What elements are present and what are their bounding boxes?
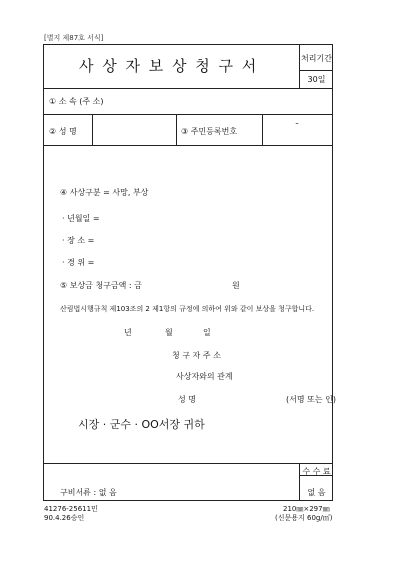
- divider: [262, 114, 263, 145]
- divider: [176, 114, 177, 145]
- date-year: 년: [124, 328, 132, 337]
- resident-id-label: ③ 주민등록번호: [181, 127, 238, 136]
- divider: [43, 463, 333, 464]
- name-label: ② 성 명: [49, 127, 77, 136]
- paper-type: (신문용지 60g/㎡): [275, 514, 333, 522]
- divider: [299, 44, 300, 88]
- affiliation-label: ① 소 속 (주 소): [49, 97, 104, 106]
- processing-label: 처리기간: [301, 54, 332, 63]
- incident-place: · 장 소 =: [62, 236, 95, 245]
- fee-value: 없 음: [307, 488, 326, 497]
- paper-size: 210㎜×297㎜: [283, 505, 330, 513]
- divider: [92, 114, 93, 145]
- form-number: [별지 제87호 서식]: [44, 34, 104, 42]
- date-month: 월: [165, 328, 173, 337]
- claim-statement: 산림법시행규칙 제103조의 2 제1항의 규정에 의하여 위와 같이 보상을 청구합니다.: [60, 305, 315, 313]
- required-documents: 구비서류 : 없 음: [60, 488, 117, 497]
- divider: [299, 70, 333, 71]
- claimant-name-label: 성 명: [178, 395, 196, 404]
- claimant-address-label: 청 구 자 주 소: [172, 351, 221, 360]
- divider: [43, 88, 333, 89]
- incident-date: · 년월일 =: [62, 214, 100, 223]
- claim-amount-label: ⑤ 보상금 청구금액 : 금: [60, 281, 142, 290]
- fee-label: 수 수 료: [302, 467, 331, 476]
- sign-hint: (서명 또는 인): [286, 395, 336, 404]
- form-frame: [43, 44, 333, 501]
- casualty-type: ④ 사상구분 = 사망, 부상: [60, 188, 149, 197]
- incident-details: · 경 위 =: [62, 258, 95, 267]
- resident-id-mark: ˜: [295, 122, 299, 131]
- divider: [43, 145, 333, 146]
- divider: [43, 114, 333, 115]
- divider: [299, 463, 300, 501]
- date-day: 일: [203, 328, 211, 337]
- form-title: 사 상 자 보 상 청 구 서: [79, 57, 259, 75]
- approval-date: 90.4.26승인: [44, 514, 85, 522]
- addressee: 시장 · 군수 · OO서장 귀하: [78, 418, 205, 431]
- processing-value: 30일: [307, 75, 326, 84]
- claim-amount-unit: 원: [232, 281, 240, 290]
- form-code: 41276-25611민: [44, 505, 98, 513]
- claimant-relation-label: 사상자와의 관계: [176, 372, 233, 381]
